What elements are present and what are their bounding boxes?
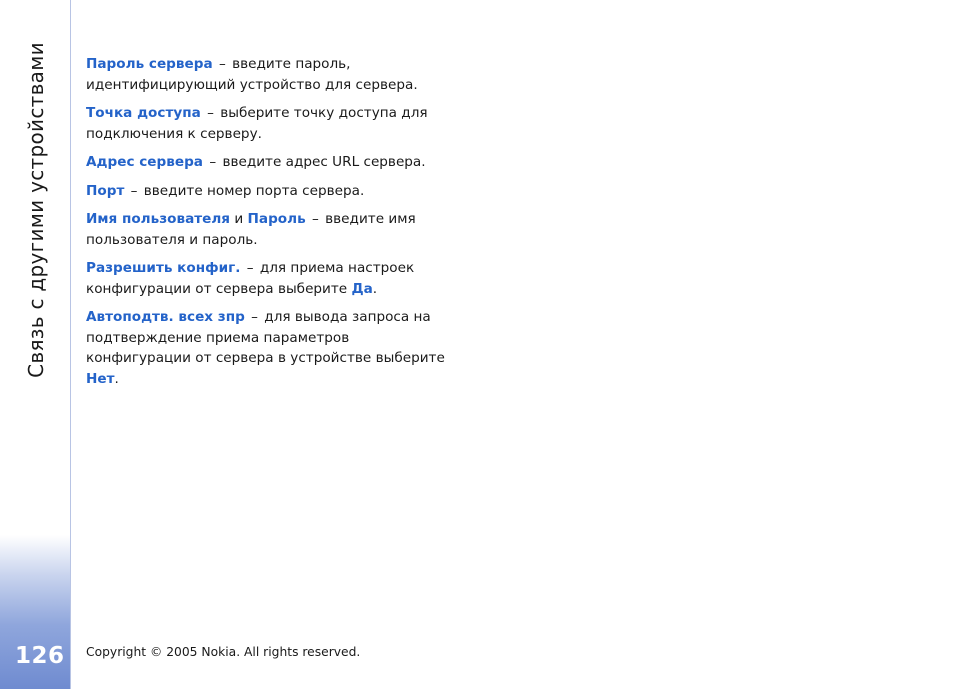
sidebar-band [0, 0, 71, 689]
dash: – [130, 182, 138, 199]
joiner: и [234, 211, 244, 227]
description: введите имя пользователя и пароль. [86, 211, 416, 248]
item-server-password [86, 54, 456, 95]
description: введите адрес URL сервера. [222, 154, 426, 170]
term: Пароль сервера [86, 56, 213, 72]
description: введите пароль, идентифицирующий устройство для сервера. [86, 56, 418, 93]
item-username-password [86, 209, 456, 250]
item-access-point [86, 103, 456, 144]
description: введите номер порта сервера. [143, 182, 365, 199]
item-port [86, 181, 456, 202]
description: для приема настроек конфигурации от сервера выберите [86, 260, 415, 297]
term: Имя пользователя [86, 211, 231, 227]
settings-description-list [86, 54, 456, 397]
dash: – [209, 154, 217, 170]
term: Порт [86, 182, 125, 199]
description: выберите точку доступа для подключения к серверу. [86, 105, 428, 142]
section-title: Связь с другими устройствами [24, 42, 48, 378]
item-allow-config [86, 258, 456, 299]
item-auto-accept [86, 307, 456, 389]
term-second: Пароль [247, 211, 306, 227]
description: для вывода запроса на подтверждение приема параметров конфигурации от сервера в устройстве выберите [86, 309, 445, 366]
dash: – [218, 56, 226, 72]
term: Адрес сервера [86, 154, 203, 170]
item-server-address [86, 152, 456, 173]
period: . [372, 280, 378, 297]
term: Автоподтв. всех зпр [86, 309, 245, 325]
dash: – [312, 211, 319, 227]
option-no: Нет [86, 370, 115, 387]
term: Разрешить конфиг. [86, 260, 241, 276]
page-number: 126 [15, 643, 65, 669]
dash: – [207, 105, 214, 121]
period: . [114, 370, 119, 387]
term: Точка доступа [86, 105, 201, 121]
option-yes: Да [351, 280, 373, 297]
dash: – [251, 309, 258, 325]
copyright-footer: Copyright © 2005 Nokia. All rights reserved. [86, 645, 361, 659]
dash: – [246, 260, 254, 276]
